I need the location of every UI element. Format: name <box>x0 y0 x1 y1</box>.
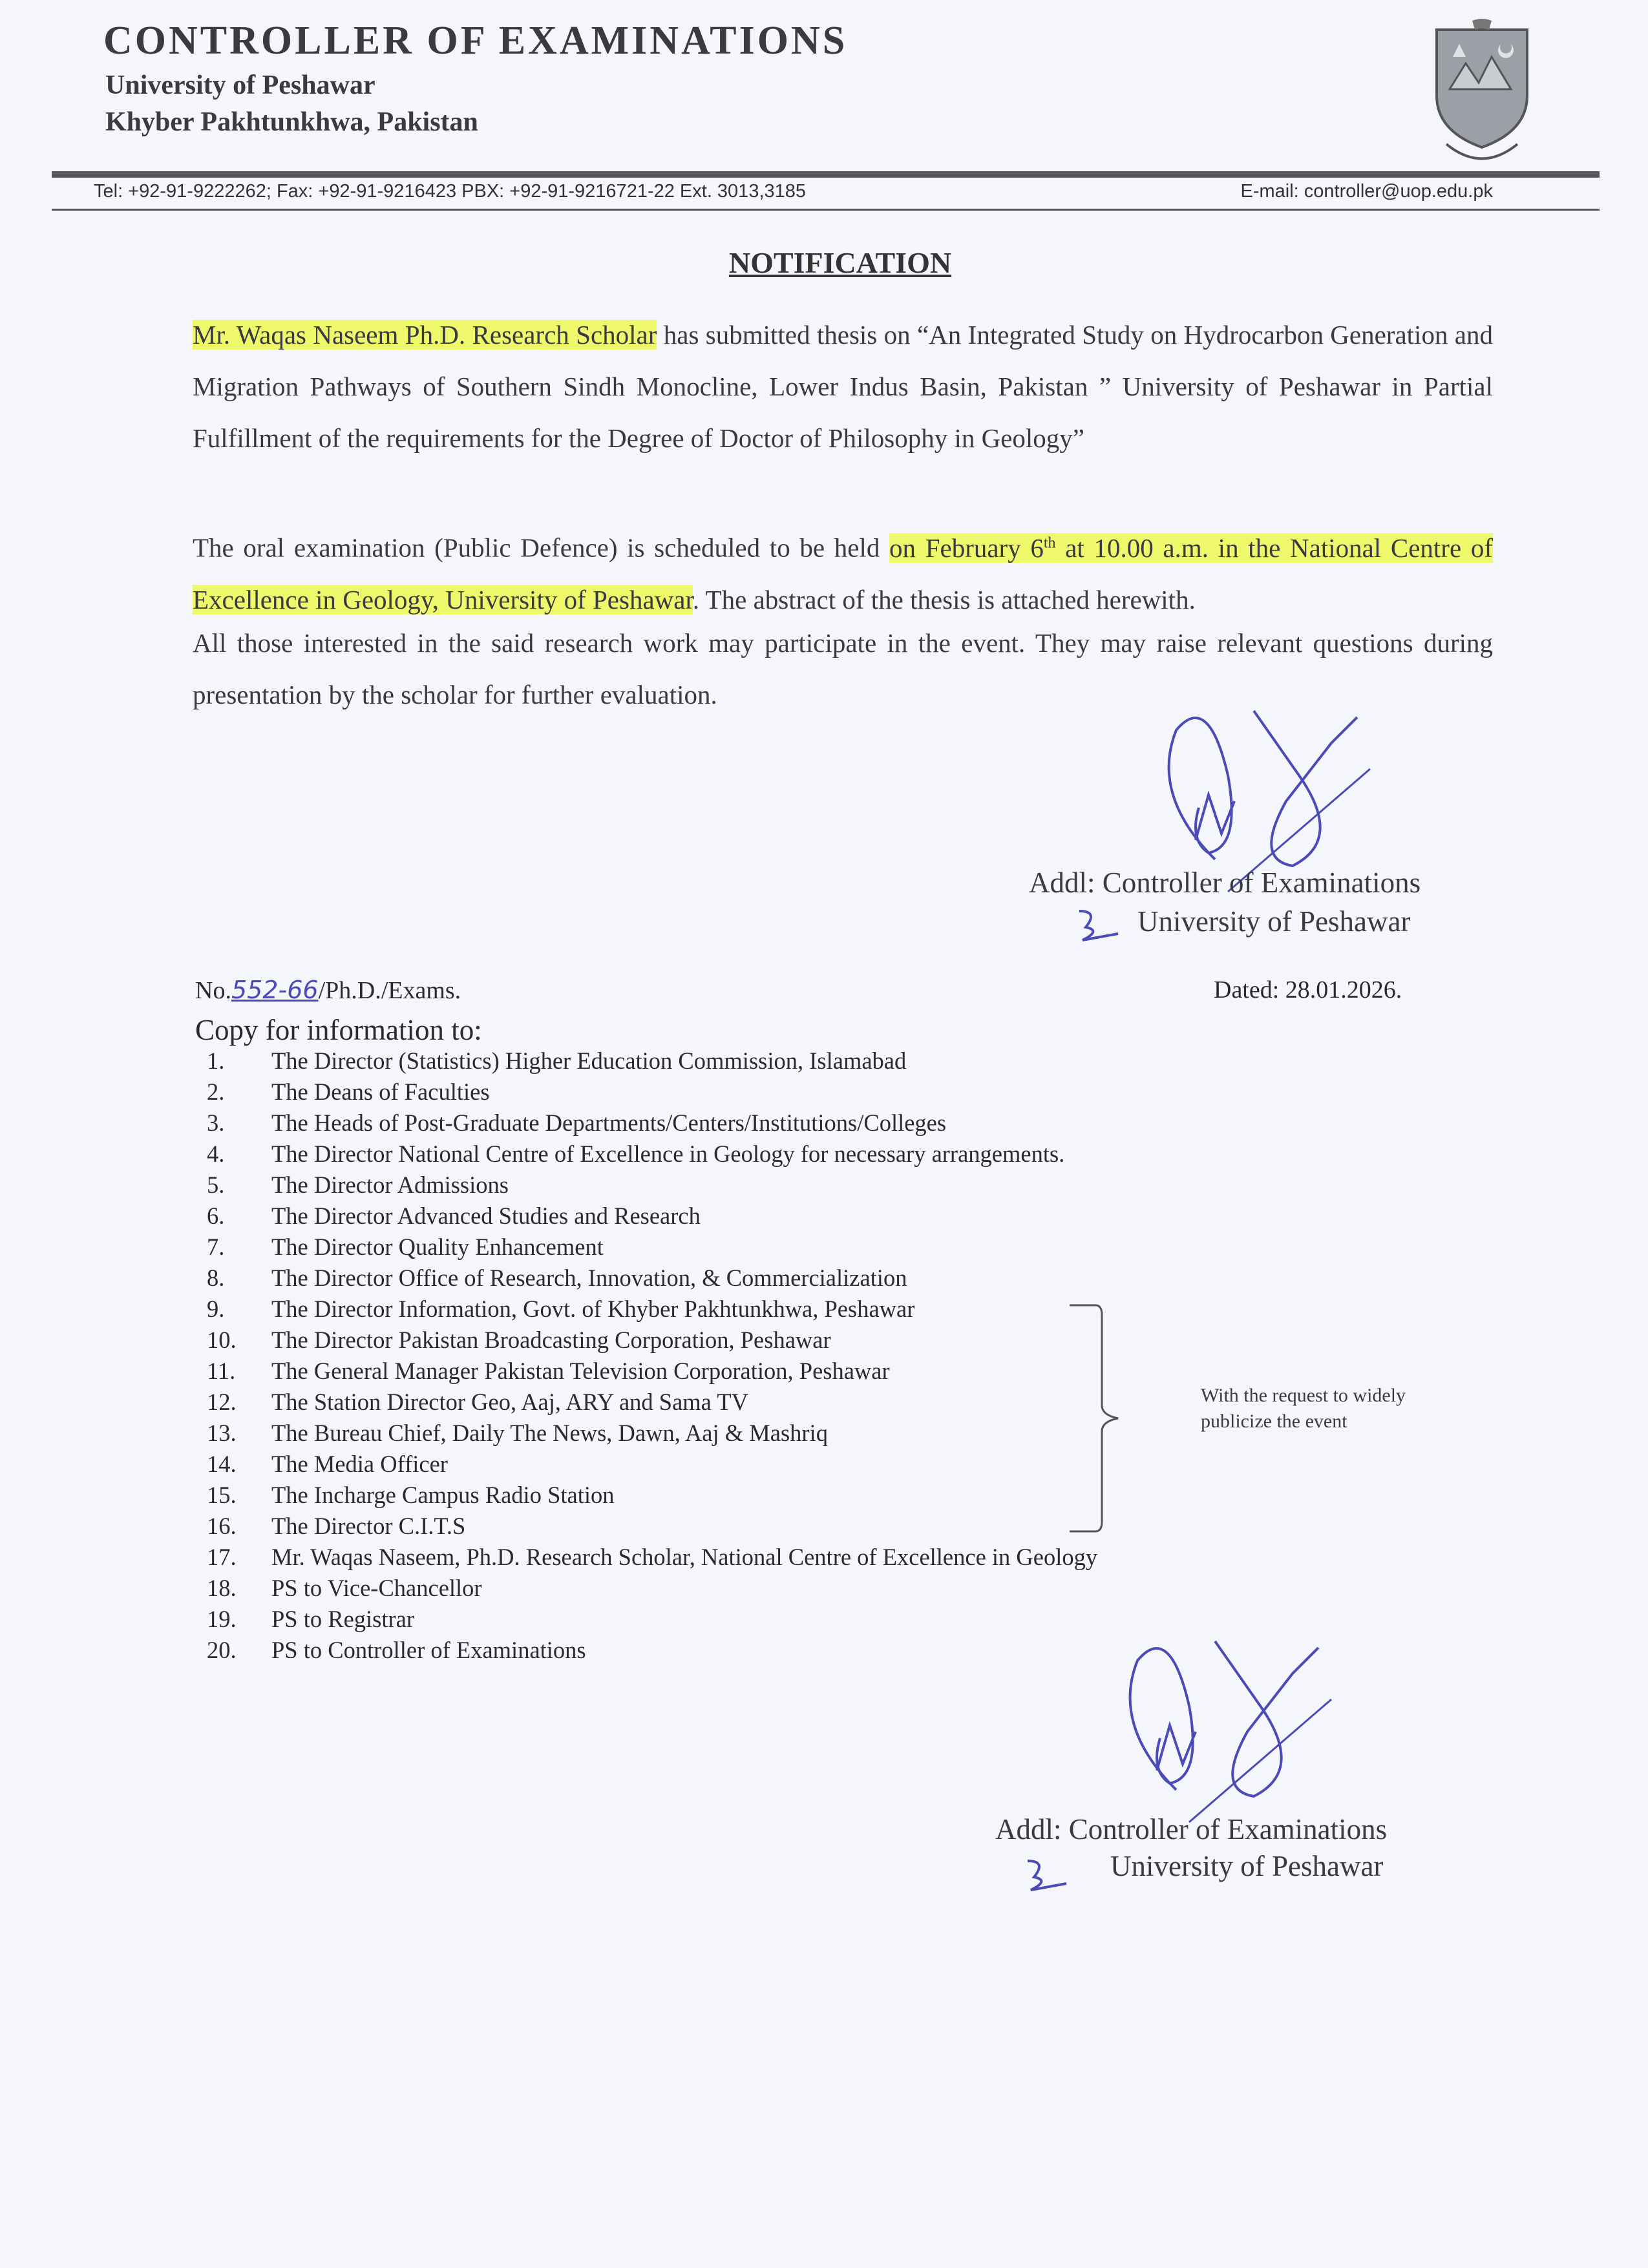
list-item: 2. The Deans of Faculties <box>207 1078 490 1105</box>
contact-line: Tel: +92-91-9222262; Fax: +92-91-9216423 PBX: +92-91-9216721-22 Ext. 3013,3185 <box>94 181 807 202</box>
signatory-title-1: Addl: Controller of Examinations <box>1029 866 1421 899</box>
signature-scribble-2 <box>1099 1628 1344 1835</box>
reference-number: No.552-66/Ph.D./Exams. <box>195 976 461 1004</box>
list-item: 10. The Director Pakistan Broadcasting Corporation, Peshawar <box>207 1327 831 1353</box>
signatory-org-2: University of Peshawar <box>1110 1850 1384 1882</box>
list-item: 20. PS to Controller of Examinations <box>207 1637 586 1663</box>
list-item: 9. The Director Information, Govt. of Khyber Pakhtunkhwa, Peshawar <box>207 1296 915 1322</box>
list-item: 13. The Bureau Chief, Daily The News, Dawn, Aaj & Mashriq <box>207 1420 828 1446</box>
reference-number-handwritten: 552-66 <box>231 976 319 1004</box>
paragraph-participation: All those interested in the said research work may participate in the event. They may raise relevant questions during presentation by the scholar for further evaluation. <box>193 628 1493 709</box>
list-item: 4. The Director National Centre of Excellence in Geology for necessary arrangements. <box>207 1140 1065 1167</box>
letterhead-university: University of Peshawar <box>105 70 375 100</box>
list-item: 11. The General Manager Pakistan Television Corporation, Peshawar <box>207 1358 890 1384</box>
initials-mark-1 <box>1073 905 1125 950</box>
letterhead-rule-bottom <box>52 209 1600 211</box>
scholar-name-highlight: Mr. Waqas Naseem Ph.D. Research Scholar <box>193 320 657 350</box>
schedule-end: . The abstract of the thesis is attached herewith. <box>692 584 1196 614</box>
thesis-text: has submitted thesis on “An Integrated Study on Hydrocarbon Generation and Migration Pathways of Southern Sindh Monocline, Lower Indus Basin, Pakistan ” University of Peshawar in Partial Fulfillment of the requirements for the Degree of Doctor of Philosophy in Geology” <box>193 320 1494 453</box>
signatory-title-2: Addl: Controller of Examinations <box>995 1813 1388 1845</box>
list-item: 15. The Incharge Campus Radio Station <box>207 1482 615 1508</box>
brace-note: With the request to widely publicize the event <box>1201 1385 1406 1432</box>
list-item: 8. The Director Office of Research, Innovation, & Commercialization <box>207 1265 907 1291</box>
list-item: 12. The Station Director Geo, Aaj, ARY and Sama TV <box>207 1389 748 1415</box>
copy-heading: Copy for information to: <box>195 1014 482 1046</box>
group-brace <box>1066 1302 1125 1535</box>
list-item: 3. The Heads of Post-Graduate Departments/Centers/Institutions/Colleges <box>207 1109 947 1136</box>
list-item: 5. The Director Admissions <box>207 1171 509 1198</box>
letterhead-rule-top <box>52 171 1600 178</box>
university-crest-icon <box>1427 18 1537 167</box>
list-item: 16. The Director C.I.T.S <box>207 1513 466 1539</box>
list-item: 19. PS to Registrar <box>207 1606 415 1632</box>
paragraph-thesis <box>193 309 1493 464</box>
schedule-date-highlight: on February 6th at 10.00 a.m. in the National Centre of Excellence in Geology, University of Peshawar <box>193 532 1493 614</box>
list-item: 1. The Director (Statistics) Higher Education Commission, Islamabad <box>207 1047 907 1074</box>
signatory-org-1: University of Peshawar <box>1137 905 1411 938</box>
email-line: E-mail: controller@uop.edu.pk <box>1240 181 1493 202</box>
list-item: 14. The Media Officer <box>207 1451 448 1477</box>
letterhead-title: CONTROLLER OF EXAMINATIONS <box>103 19 848 63</box>
list-item: 17. Mr. Waqas Naseem, Ph.D. Research Scholar, National Centre of Excellence in Geology <box>207 1544 1098 1570</box>
letterhead-province: Khyber Pakhtunkhwa, Pakistan <box>105 107 478 137</box>
initials-mark-2 <box>1021 1854 1073 1900</box>
paragraph-schedule <box>193 517 1493 625</box>
list-item: 18. PS to Vice-Chancellor <box>207 1575 482 1601</box>
notification-title: NOTIFICATION <box>728 246 952 279</box>
list-item: 6. The Director Advanced Studies and Research <box>207 1202 701 1229</box>
list-item: 7. The Director Quality Enhancement <box>207 1234 604 1260</box>
schedule-intro: The oral examination (Public Defence) is scheduled to be held <box>193 532 890 563</box>
recipient-list <box>207 1045 1097 1666</box>
date-line: Dated: 28.01.2026. <box>1214 976 1402 1003</box>
